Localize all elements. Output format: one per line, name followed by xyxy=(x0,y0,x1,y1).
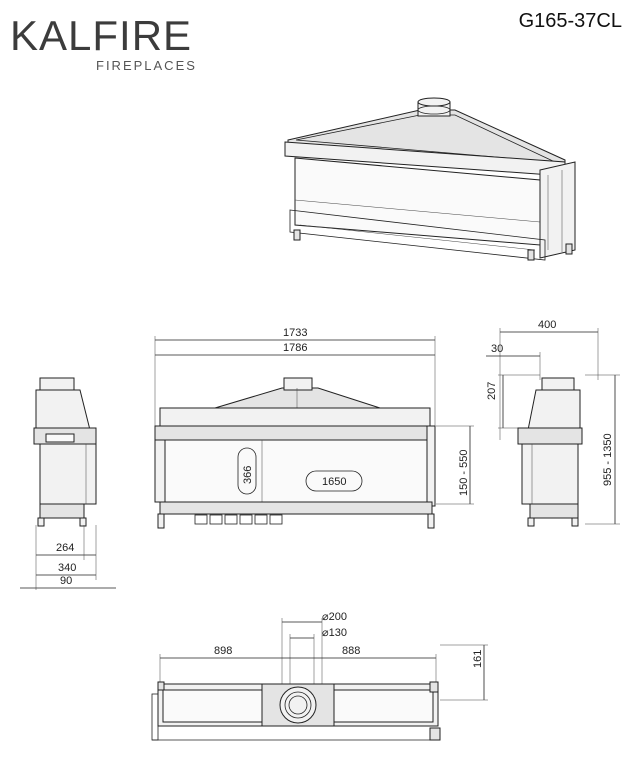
dim-161: 161 xyxy=(472,649,484,668)
dim-340: 340 xyxy=(58,562,77,574)
brand-name: KALFIRE xyxy=(10,12,193,59)
perspective-view xyxy=(285,98,575,260)
left-side-view xyxy=(20,378,116,590)
dim-955-1350: 955 - 1350 xyxy=(602,433,614,486)
dim-400: 400 xyxy=(538,319,557,331)
dim-flue-130: ⌀130 xyxy=(322,627,347,639)
dim-888: 888 xyxy=(342,645,361,657)
dim-366: 366 xyxy=(242,465,254,484)
right-side-view xyxy=(486,319,620,526)
model-number: G165-37CL xyxy=(518,10,622,32)
dim-30: 30 xyxy=(491,343,504,355)
dim-264: 264 xyxy=(56,542,75,554)
dim-150-550: 150 - 550 xyxy=(458,449,470,496)
top-view xyxy=(152,611,488,740)
dim-207: 207 xyxy=(486,381,498,400)
front-view xyxy=(155,327,474,528)
dim-90: 90 xyxy=(60,575,73,587)
dim-1733: 1733 xyxy=(283,327,308,339)
dim-1650: 1650 xyxy=(322,476,347,488)
dim-1786: 1786 xyxy=(283,342,308,354)
front-ventilation-slots xyxy=(195,515,282,524)
brand-tagline: FIREPLACES xyxy=(96,58,197,73)
dim-flue-200: ⌀200 xyxy=(322,611,347,623)
dim-898: 898 xyxy=(214,645,233,657)
